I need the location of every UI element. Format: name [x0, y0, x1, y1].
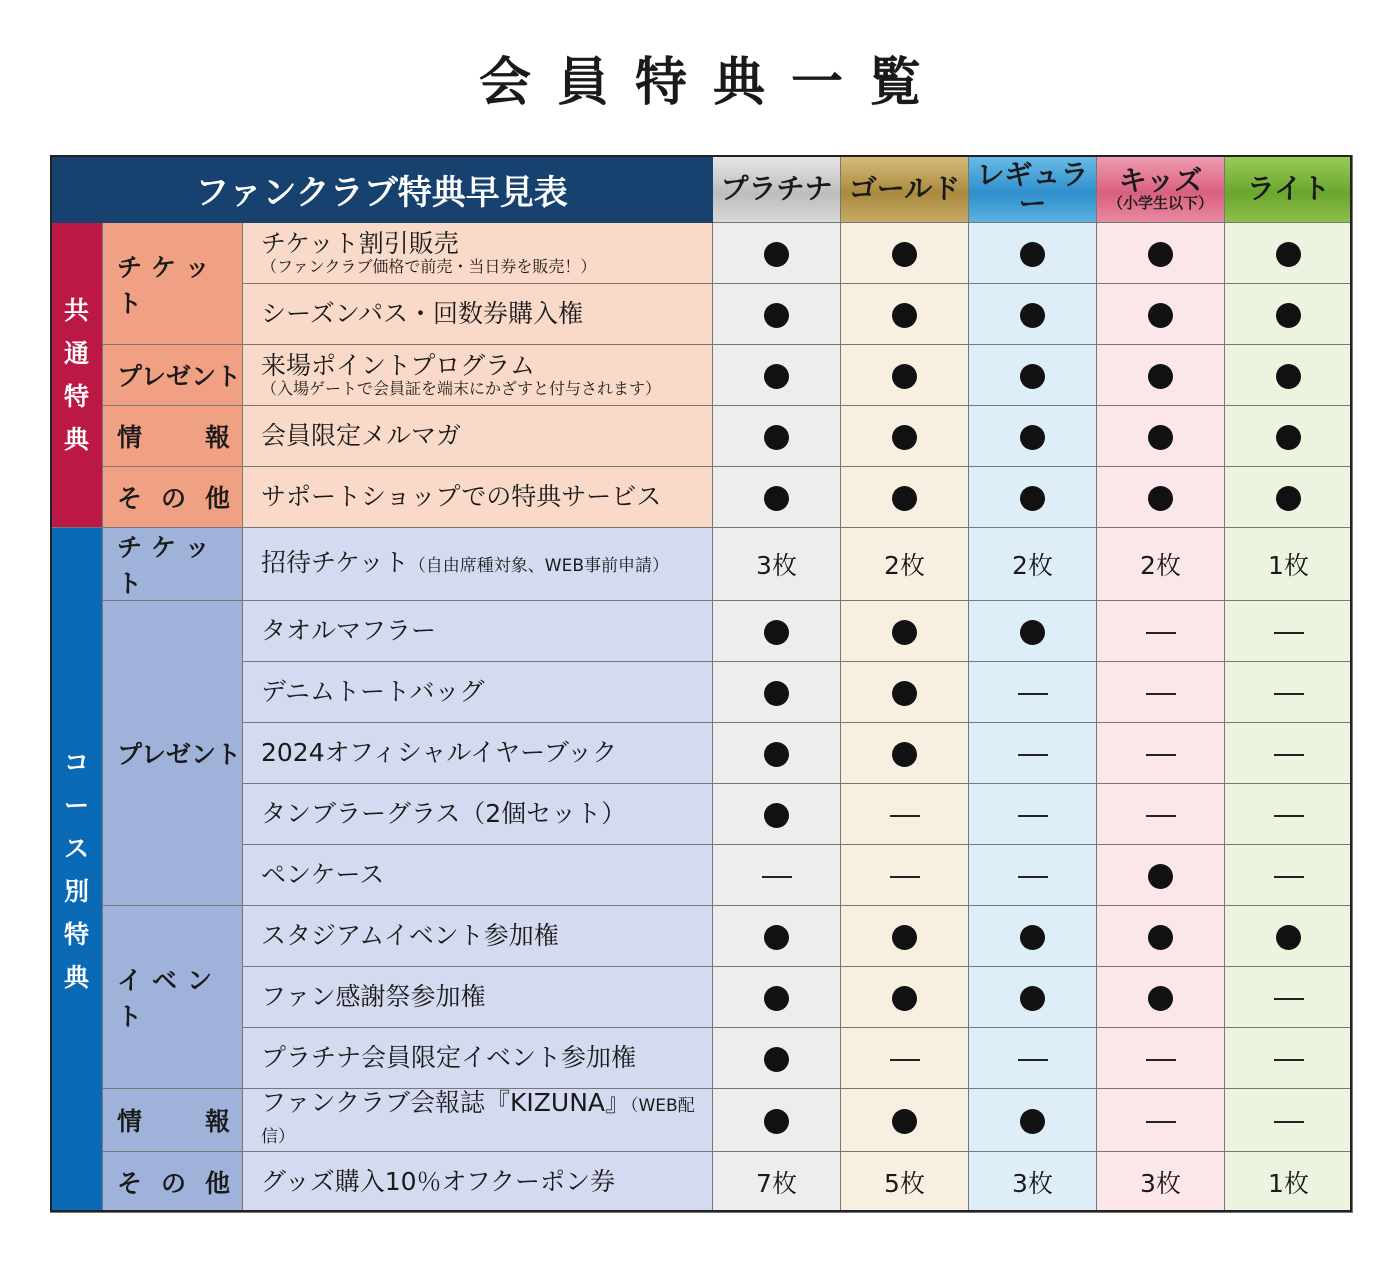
table-title: ファンクラブ特典早見表 [51, 156, 713, 223]
group-label-common [51, 223, 103, 528]
benefit-name [261, 422, 712, 450]
included-mark-icon [1276, 425, 1301, 450]
category-cell [103, 467, 243, 528]
benefit-item [243, 406, 713, 467]
included-mark-icon [764, 425, 789, 450]
category-char: の [160, 1169, 186, 1198]
category-label [117, 418, 242, 454]
header-row [51, 156, 1353, 223]
category-char: プレゼント [117, 740, 242, 769]
value-cell-light [1225, 345, 1353, 406]
included-mark-icon [764, 364, 789, 389]
group-label-text: コース別特典 [63, 748, 89, 992]
benefit-note: （自由席種対象、WEB事前申請） [408, 555, 669, 576]
included-mark-icon [1148, 925, 1173, 950]
table-row [51, 406, 1353, 467]
value-cell-kids [1097, 223, 1225, 284]
value-cell-gold [841, 1089, 969, 1152]
value-cell-platinum [713, 223, 841, 284]
plan-header-regular [969, 156, 1097, 223]
category-cell [103, 223, 243, 345]
benefit-name-text: サポートショップでの特典サービス [261, 482, 662, 511]
benefit-item [243, 662, 713, 723]
category-cell [103, 906, 243, 1089]
value-cell-kids [1097, 906, 1225, 967]
benefit-item [243, 1028, 713, 1089]
not-included-dash-icon [1146, 1121, 1176, 1123]
table-row [51, 906, 1353, 967]
not-included-dash-icon [1274, 693, 1304, 695]
value-cell-platinum [713, 1089, 841, 1152]
value-text: 2枚 [1012, 551, 1053, 580]
category-label [117, 533, 220, 598]
benefit-name-text: ファンクラブ会報誌『KIZUNA』 [261, 1088, 630, 1117]
benefit-name [261, 617, 712, 645]
group-label-course [51, 528, 103, 1213]
category-char: プレゼント [117, 362, 242, 391]
value-cell-kids [1097, 784, 1225, 845]
included-mark-icon [892, 986, 917, 1011]
table-row [51, 1028, 1353, 1089]
group-label-text: 共通特典 [63, 296, 89, 454]
not-included-dash-icon [1018, 1059, 1048, 1061]
category-char: チケット [117, 533, 220, 598]
value-cell-gold [841, 345, 969, 406]
benefit-name [261, 230, 712, 258]
value-cell-light [1225, 223, 1353, 284]
included-mark-icon [764, 681, 789, 706]
included-mark-icon [1020, 620, 1045, 645]
value-cell-platinum [713, 467, 841, 528]
category-label [117, 966, 222, 1031]
benefit-name [261, 300, 712, 328]
value-cell-platinum [713, 967, 841, 1028]
value-cell-gold [841, 784, 969, 845]
value-cell-platinum [713, 845, 841, 906]
value-cell-gold [841, 845, 969, 906]
benefit-item [243, 223, 713, 284]
category-char: そ [117, 484, 143, 513]
benefit-name [261, 1044, 712, 1072]
included-mark-icon [1148, 242, 1173, 267]
value-cell-gold [841, 967, 969, 1028]
value-cell-kids [1097, 662, 1225, 723]
category-char: イベント [117, 966, 223, 1031]
not-included-dash-icon [1274, 754, 1304, 756]
plan-header-gold [841, 156, 969, 223]
value-text: 3枚 [1012, 1169, 1053, 1198]
not-included-dash-icon [1274, 876, 1304, 878]
value-cell-kids [1097, 723, 1225, 784]
category-char: の [160, 484, 186, 513]
benefit-name-text: チケット割引販売 [261, 229, 459, 258]
value-cell-kids [1097, 1028, 1225, 1089]
value-cell-light [1225, 845, 1353, 906]
benefit-subnote: （入場ゲートで会員証を端末にかざすと付与されます） [261, 379, 662, 398]
included-mark-icon [1020, 425, 1045, 450]
plan-name: キッズ [1118, 164, 1203, 198]
value-cell-regular [969, 784, 1097, 845]
category-cell [103, 601, 243, 906]
not-included-dash-icon [1146, 1059, 1176, 1061]
benefit-item [243, 906, 713, 967]
included-mark-icon [1276, 364, 1301, 389]
included-mark-icon [1020, 486, 1045, 511]
table-row [51, 784, 1353, 845]
benefit-name-text: ファン感謝祭参加権 [261, 982, 486, 1011]
value-cell-light [1225, 662, 1353, 723]
category-char: 他 [204, 1169, 230, 1198]
table-row [51, 345, 1353, 406]
benefit-item [243, 345, 713, 406]
value-cell-platinum [713, 906, 841, 967]
benefit-item [243, 845, 713, 906]
value-cell-gold [841, 1028, 969, 1089]
value-text: 1枚 [1268, 551, 1309, 580]
included-mark-icon [764, 303, 789, 328]
not-included-dash-icon [890, 876, 920, 878]
not-included-dash-icon [1274, 632, 1304, 634]
included-mark-icon [1276, 925, 1301, 950]
category-label [117, 740, 241, 769]
category-label [117, 253, 220, 318]
benefit-name-text: スタジアムイベント参加権 [261, 921, 559, 950]
value-cell-regular [969, 601, 1097, 662]
table-row [51, 467, 1353, 528]
plan-header-platinum [713, 156, 841, 223]
value-cell-light [1225, 906, 1353, 967]
value-cell-platinum [713, 345, 841, 406]
not-included-dash-icon [1274, 815, 1304, 817]
included-mark-icon [892, 242, 917, 267]
table-row [51, 1089, 1353, 1152]
included-mark-icon [892, 303, 917, 328]
included-mark-icon [1148, 864, 1173, 889]
table-row [51, 528, 1353, 601]
included-mark-icon [1276, 486, 1301, 511]
included-mark-icon [764, 742, 789, 767]
benefit-name [261, 922, 712, 950]
category-char: そ [117, 1169, 143, 1198]
table-row [51, 845, 1353, 906]
table-row [51, 284, 1353, 345]
benefit-item [243, 723, 713, 784]
benefit-item [243, 1089, 713, 1152]
not-included-dash-icon [1018, 693, 1048, 695]
category-label [117, 1164, 242, 1200]
benefit-item [243, 784, 713, 845]
value-cell-platinum [713, 1028, 841, 1089]
included-mark-icon [1148, 364, 1173, 389]
included-mark-icon [1020, 986, 1045, 1011]
value-text: 1枚 [1268, 1169, 1309, 1198]
category-char: チケット [117, 252, 220, 318]
benefit-name-text: タンブラーグラス（2個セット） [261, 799, 627, 828]
not-included-dash-icon [1146, 693, 1176, 695]
included-mark-icon [892, 620, 917, 645]
value-cell-light [1225, 1152, 1353, 1213]
not-included-dash-icon [1146, 815, 1176, 817]
included-mark-icon [764, 1047, 789, 1072]
value-text: 3枚 [756, 551, 797, 580]
value-cell-regular [969, 662, 1097, 723]
page-title: 会員特典一覧 [478, 53, 947, 113]
value-cell-kids [1097, 406, 1225, 467]
category-cell [103, 528, 243, 601]
value-cell-gold [841, 1152, 969, 1213]
included-mark-icon [892, 425, 917, 450]
value-cell-kids [1097, 467, 1225, 528]
value-cell-kids [1097, 528, 1225, 601]
table-row [51, 662, 1353, 723]
included-mark-icon [764, 803, 789, 828]
benefit-name-text: グッズ購入10％オフクーポン券 [261, 1167, 616, 1196]
benefit-item [243, 1152, 713, 1213]
value-cell-regular [969, 345, 1097, 406]
included-mark-icon [1148, 425, 1173, 450]
value-cell-platinum [713, 284, 841, 345]
included-mark-icon [1276, 242, 1301, 267]
benefit-name-text: ペンケース [261, 860, 385, 889]
value-cell-platinum [713, 662, 841, 723]
category-char: 報 [204, 1107, 230, 1136]
value-cell-light [1225, 528, 1353, 601]
value-cell-gold [841, 723, 969, 784]
value-cell-regular [969, 528, 1097, 601]
included-mark-icon [892, 681, 917, 706]
value-cell-light [1225, 723, 1353, 784]
table-row [51, 1152, 1353, 1213]
category-char: 他 [204, 484, 230, 513]
not-included-dash-icon [890, 1059, 920, 1061]
value-cell-gold [841, 284, 969, 345]
not-included-dash-icon [1146, 754, 1176, 756]
benefit-name-text: 招待チケット [261, 547, 409, 577]
included-mark-icon [892, 1109, 917, 1134]
not-included-dash-icon [1274, 998, 1304, 1000]
plan-name: ライト [1246, 172, 1331, 206]
value-cell-gold [841, 467, 969, 528]
value-cell-light [1225, 1028, 1353, 1089]
included-mark-icon [1020, 1109, 1045, 1134]
value-cell-kids [1097, 1089, 1225, 1152]
value-cell-kids [1097, 845, 1225, 906]
table-row [51, 601, 1353, 662]
category-char: 情 [117, 1107, 143, 1136]
value-cell-regular [969, 1028, 1097, 1089]
category-cell [103, 345, 243, 406]
benefit-name [261, 1089, 712, 1151]
included-mark-icon [764, 986, 789, 1011]
value-cell-platinum [713, 784, 841, 845]
benefit-item [243, 284, 713, 345]
value-cell-platinum [713, 1152, 841, 1213]
benefit-name [261, 549, 712, 580]
value-cell-kids [1097, 284, 1225, 345]
included-mark-icon [1148, 986, 1173, 1011]
included-mark-icon [1276, 303, 1301, 328]
value-cell-regular [969, 906, 1097, 967]
value-cell-light [1225, 467, 1353, 528]
benefit-item [243, 528, 713, 601]
benefit-name [261, 1168, 712, 1196]
value-text: 5枚 [884, 1169, 925, 1198]
value-cell-light [1225, 1089, 1353, 1152]
plan-name: プラチナ [720, 172, 833, 206]
value-cell-regular [969, 1152, 1097, 1213]
value-cell-gold [841, 223, 969, 284]
included-mark-icon [1020, 364, 1045, 389]
included-mark-icon [764, 242, 789, 267]
category-cell [103, 1152, 243, 1213]
category-char: 報 [204, 423, 230, 452]
included-mark-icon [892, 364, 917, 389]
benefit-item [243, 601, 713, 662]
value-cell-platinum [713, 528, 841, 601]
table-row [51, 967, 1353, 1028]
included-mark-icon [1020, 242, 1045, 267]
category-cell [103, 406, 243, 467]
value-cell-kids [1097, 1152, 1225, 1213]
not-included-dash-icon [1018, 815, 1048, 817]
table-row [51, 223, 1353, 284]
not-included-dash-icon [890, 815, 920, 817]
included-mark-icon [764, 1109, 789, 1134]
value-cell-light [1225, 967, 1353, 1028]
value-cell-gold [841, 906, 969, 967]
benefit-note: （WEB配信） [261, 1096, 695, 1147]
value-cell-regular [969, 223, 1097, 284]
benefit-name-text: デニムトートバッグ [261, 677, 485, 706]
plan-name: レギュラー [976, 157, 1089, 220]
not-included-dash-icon [1146, 632, 1176, 634]
benefit-name [261, 739, 712, 767]
included-mark-icon [1020, 303, 1045, 328]
benefit-name-text: プラチナ会員限定イベント参加権 [261, 1043, 637, 1072]
benefit-name-text: 来場ポイントプログラム [261, 351, 536, 380]
benefit-subnote: （ファンクラブ価格で前売・当日券を販売！） [261, 257, 597, 276]
value-cell-regular [969, 1089, 1097, 1152]
included-mark-icon [764, 925, 789, 950]
value-cell-kids [1097, 345, 1225, 406]
included-mark-icon [1148, 486, 1173, 511]
value-cell-platinum [713, 723, 841, 784]
category-label [117, 362, 241, 391]
included-mark-icon [764, 486, 789, 511]
benefit-name-text: 会員限定メルマガ [261, 421, 462, 450]
table-row [51, 723, 1353, 784]
value-cell-kids [1097, 601, 1225, 662]
included-mark-icon [1148, 303, 1173, 328]
value-cell-gold [841, 528, 969, 601]
plan-header-light [1225, 156, 1353, 223]
value-cell-light [1225, 406, 1353, 467]
benefit-name [261, 983, 712, 1011]
included-mark-icon [1020, 925, 1045, 950]
included-mark-icon [764, 620, 789, 645]
category-label [117, 479, 242, 515]
plan-header-kids [1097, 156, 1225, 223]
benefit-name-text: シーズンパス・回数券購入権 [261, 299, 584, 328]
value-cell-gold [841, 406, 969, 467]
category-label [117, 1102, 242, 1138]
value-text: 7枚 [756, 1169, 797, 1198]
plan-sub: （小学生以下） [1107, 193, 1213, 212]
included-mark-icon [892, 742, 917, 767]
not-included-dash-icon [1274, 1121, 1304, 1123]
benefit-name [261, 678, 712, 706]
not-included-dash-icon [1018, 876, 1048, 878]
benefit-name-text: タオルマフラー [261, 616, 437, 645]
not-included-dash-icon [1274, 1059, 1304, 1061]
value-cell-regular [969, 845, 1097, 906]
category-cell [103, 1089, 243, 1152]
value-cell-regular [969, 723, 1097, 784]
value-cell-regular [969, 467, 1097, 528]
not-included-dash-icon [762, 876, 792, 878]
value-cell-light [1225, 601, 1353, 662]
category-char: 情 [117, 423, 143, 452]
value-cell-platinum [713, 406, 841, 467]
included-mark-icon [892, 486, 917, 511]
benefit-name [261, 483, 712, 511]
value-cell-regular [969, 284, 1097, 345]
benefit-item [243, 467, 713, 528]
benefit-item [243, 967, 713, 1028]
value-text: 2枚 [884, 551, 925, 580]
value-cell-platinum [713, 601, 841, 662]
benefit-name [261, 861, 712, 889]
value-cell-gold [841, 662, 969, 723]
not-included-dash-icon [1018, 754, 1048, 756]
benefits-table [50, 155, 1353, 1213]
value-cell-gold [841, 601, 969, 662]
included-mark-icon [892, 925, 917, 950]
value-cell-light [1225, 284, 1353, 345]
benefit-name-text: 2024オフィシャルイヤーブック [261, 738, 618, 767]
benefit-name [261, 352, 712, 380]
value-cell-light [1225, 784, 1353, 845]
plan-name: ゴールド [848, 172, 961, 206]
value-cell-regular [969, 967, 1097, 1028]
value-cell-kids [1097, 967, 1225, 1028]
value-cell-regular [969, 406, 1097, 467]
value-text: 3枚 [1140, 1169, 1181, 1198]
benefit-name [261, 800, 712, 828]
value-text: 2枚 [1140, 551, 1181, 580]
